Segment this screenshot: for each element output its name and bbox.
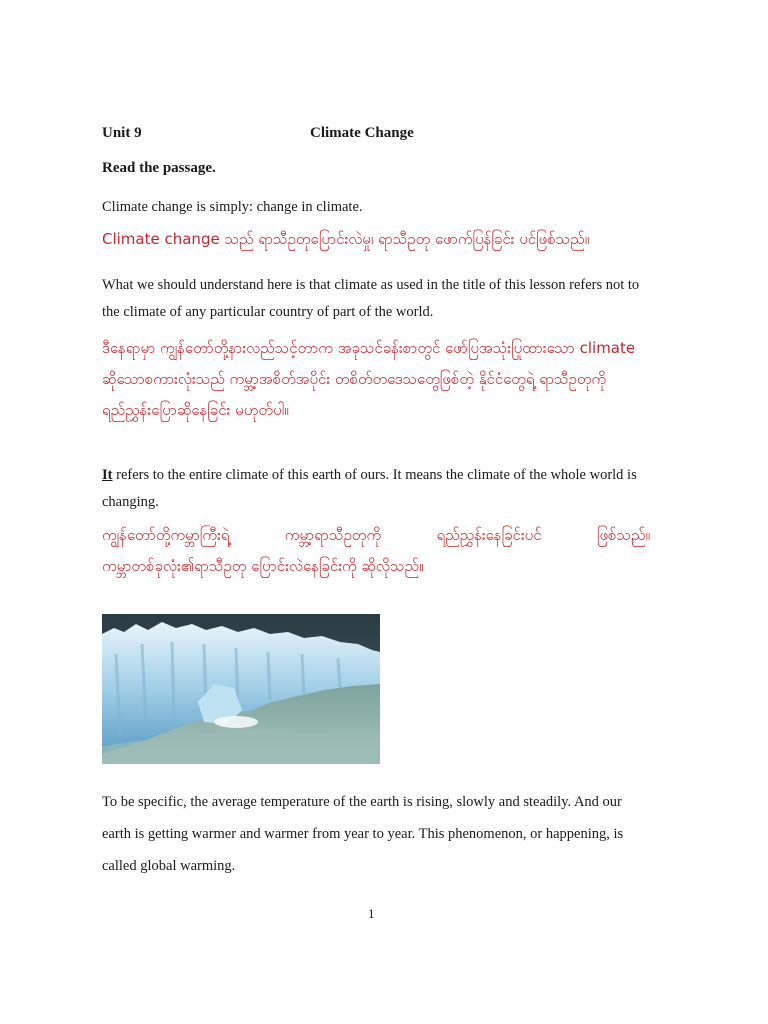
burmese-phrase: ရည်ညွှန်းနေခြင်းပင်: [436, 526, 542, 544]
paragraph-4-english: To be specific, the average temperature of the earth is rising, slowly and steadily. And our earth is getting warmer and warmer from year to year. This phenomenon, or happening, is called global warming.: [102, 794, 624, 874]
burmese-phrase: ကမ္ဘာ့ရာသီဥတုကို: [284, 526, 382, 544]
page-title: Climate Change: [310, 125, 414, 141]
document-header: [102, 125, 662, 147]
paragraph-2-burmese: ဒီနေရာမှာ ကျွန်တော်တို့နားလည်သင့်တာက အခုသင်ခန်းစာတွင် ဖော်ပြအသုံးပြုထားသော climate ဆိုသောစကားလုံးသည် ကမ္ဘာ့အစိတ်အပိုင်း တစိတ်တဒေသတွေဖြစ်တဲ့ နိုင်ငံတွေရဲ့ ရာသီဥတုကို ရည်ညွှန်းပြောဆိုနေခြင်း မဟုတ်ပါ။: [102, 339, 636, 419]
emphasized-word: It: [102, 467, 113, 483]
burmese-phrase: ဖြစ်သည်။: [596, 526, 650, 544]
paragraph-2-english: What we should understand here is that climate as used in the title of this lesson refers not to the climate of any particular country of part of the world.: [102, 277, 640, 320]
burmese-line-1: [102, 520, 650, 551]
burmese-line-2: ကမ္ဘာတစ်ခုလုံး၏ရာသီဥတု ပြောင်းလဲနေခြင်းကို ဆိုလိုသည်။: [102, 557, 424, 575]
instruction: Read the passage.: [102, 160, 216, 176]
paragraph-1-burmese: Climate change သည် ရာသီဥတုပြောင်းလဲမှု၊ ရာသီဥတု ဖောက်ပြန်ခြင်း ပင်ဖြစ်သည်။: [102, 230, 590, 248]
paragraph-3-text: refers to the entire climate of this earth of ours. It means the climate of the whole world is changing.: [102, 467, 637, 510]
burmese-phrase: ကျွန်တော်တို့ကမ္ဘာကြီးရဲ့: [102, 526, 230, 544]
glacier-illustration: [102, 614, 380, 764]
paragraph-3-burmese: [102, 520, 650, 582]
paragraph-3-english: [102, 462, 650, 516]
glacier-photo: [102, 614, 380, 764]
page-number: 1: [368, 906, 375, 921]
unit-label: Unit 9: [102, 125, 142, 141]
paragraph-1-english: Climate change is simply: change in climate.: [102, 199, 363, 215]
